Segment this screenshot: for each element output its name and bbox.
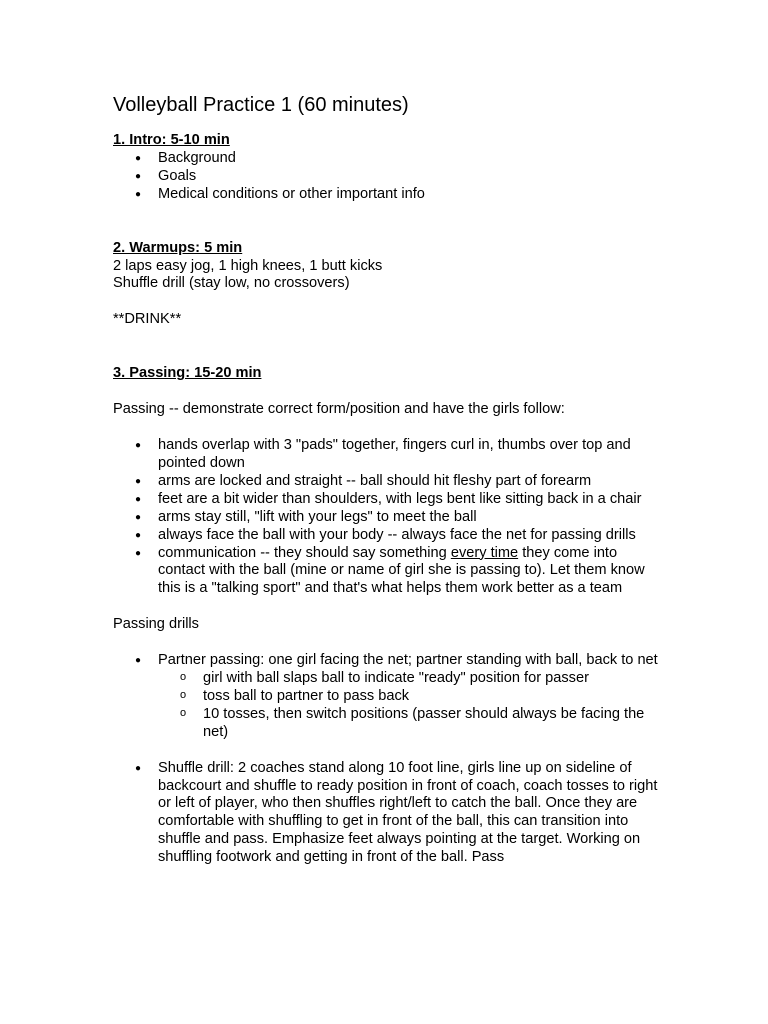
passing-intro: Passing -- demonstrate correct form/position and have the girls follow: <box>113 401 565 418</box>
list-item: ● Medical conditions or other important info <box>113 186 658 204</box>
list-item: ● Shuffle drill: 2 coaches stand along 10 foot line, girls line up on sideline of backcourt and shuffle to ready position in front of coach, coach tosses to right or left of player, who then shuffles right/left to catch the ball. Once they are comfortable with shuffling to get in front of the ball, this can transition into shuffle and pass. Emphasize feet always pointing at the target. Working on shuffling footwork and getting in front of the ball. Pass <box>113 760 658 867</box>
warmups-line: 2 laps easy jog, 1 high knees, 1 butt kicks <box>113 257 383 274</box>
document-body <box>113 92 658 867</box>
partner-drill-list <box>113 652 658 742</box>
sub-list-item: o 10 tosses, then switch positions (passer should always be facing the net) <box>158 706 658 742</box>
communication-text: they come into contact with the ball (mine or name of girl she is passing to). Let them know this is a "talking sport" and that's what helps them work better as a team <box>158 544 645 597</box>
list-item: ● Background <box>113 150 658 168</box>
list-item: ● arms are locked and straight -- ball should hit fleshy part of forearm <box>113 473 658 491</box>
sub-list-item: o toss ball to partner to pass back <box>158 688 658 706</box>
shuffle-drill-list <box>113 760 658 867</box>
intro-list <box>113 150 658 204</box>
list-item: ● Goals <box>113 168 658 186</box>
communication-emphasis: every time <box>450 544 519 561</box>
list-item-communication <box>113 545 658 599</box>
page-title: Volleyball Practice 1 (60 minutes) <box>113 94 409 116</box>
list-item: ● hands overlap with 3 "pads" together, fingers curl in, thumbs over top and pointed down <box>113 437 658 473</box>
list-item: ● always face the ball with your body -- always face the net for passing drills <box>113 527 658 545</box>
passing-drills-label: Passing drills <box>113 616 199 633</box>
passing-heading: 3. Passing: 15-20 min <box>113 365 262 382</box>
intro-heading: 1. Intro: 5-10 min <box>113 132 230 148</box>
warmups-line: Shuffle drill (stay low, no crossovers) <box>113 275 350 292</box>
list-item: ● feet are a bit wider than shoulders, with legs bent like sitting back in a chair <box>113 491 658 509</box>
sub-list-item: o girl with ball slaps ball to indicate "ready" position for passer <box>158 670 658 688</box>
passing-form-list <box>113 437 658 598</box>
list-item <box>113 652 658 742</box>
partner-drill-sublist <box>158 670 658 742</box>
communication-text: communication -- they should say something <box>158 544 451 561</box>
list-item: ● arms stay still, "lift with your legs" to meet the ball <box>113 509 658 527</box>
warmups-heading: 2. Warmups: 5 min <box>113 239 243 256</box>
partner-drill-text: Partner passing: one girl facing the net; partner standing with ball, back to net <box>158 652 658 669</box>
drink-reminder: **DRINK** <box>113 311 182 328</box>
